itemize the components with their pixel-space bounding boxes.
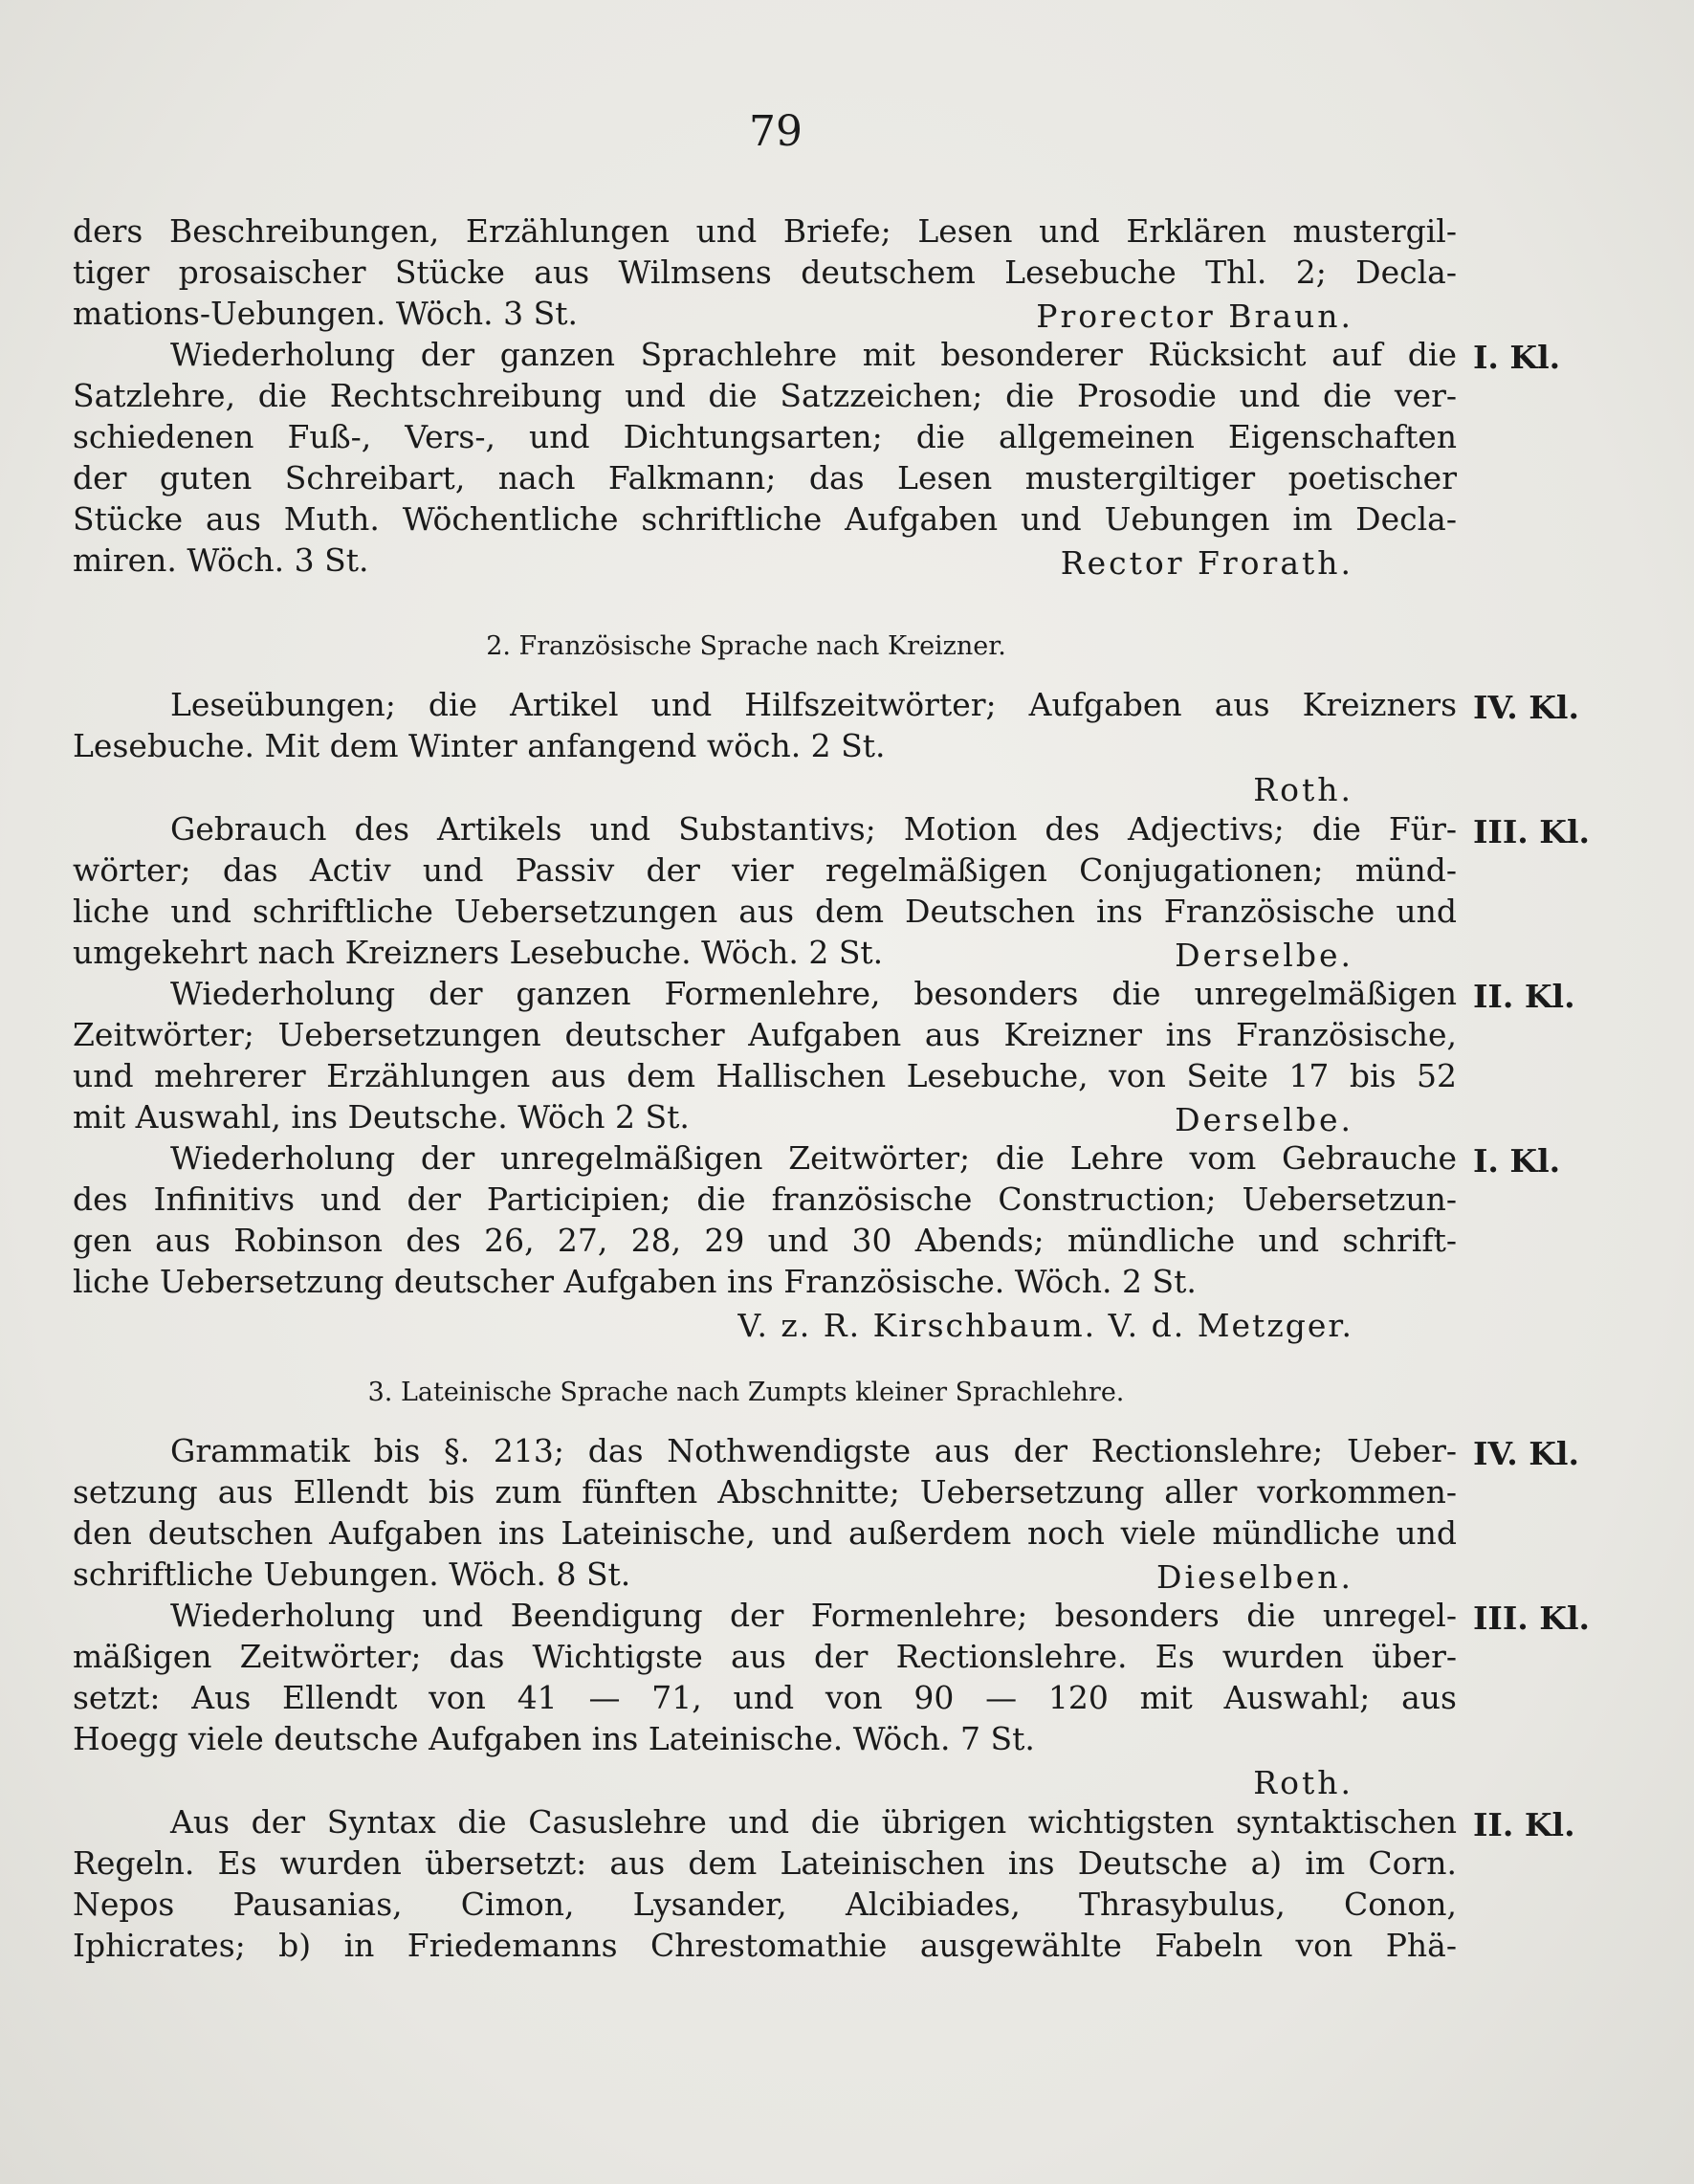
text-line: setzung aus Ellendt bis zum fünften Abschnitte; Uebersetzung aller vorkommen- [73,1473,1457,1511]
section-heading: 3. Lateinische Sprache nach Zumpts kleiner Sprachlehre. [367,1378,1125,1407]
text-line: Wiederholung der unregelmäßigen Zeitwörter; die Lehre vom Gebrauche [170,1139,1457,1177]
text-line: des Infinitivs und der Participien; die französische Construction; Uebersetzun- [73,1180,1457,1218]
text-line: Wiederholung der ganzen Formenlehre, besonders die unregelmäßigen [170,975,1457,1012]
class-label: I. Kl. [1473,339,1561,376]
text-line: Wiederholung und Beendigung der Formenlehre; besonders die unregel- [170,1597,1457,1634]
teacher-signature: Roth. [1253,1764,1353,1801]
text-line: Leseübungen; die Artikel und Hilfszeitwörter; Aufgaben aus Kreizners [170,686,1457,723]
text-line: und mehrerer Erzählungen aus dem Hallischen Lesebuche, von Seite 17 bis 52 [73,1057,1457,1094]
text-line: tiger prosaischer Stücke aus Wilmsens deutschem Lesebuche Thl. 2; Decla- [73,254,1457,291]
text-line: liche und schriftliche Uebersetzungen aus dem Deutschen ins Französische und [73,893,1457,930]
text-line: miren. Wöch. 3 St. [73,541,369,579]
text-line: setzt: Aus Ellendt von 41 — 71, und von 90 — 120 mit Auswahl; aus [73,1679,1457,1716]
teacher-signature: Derselbe. [1175,937,1353,974]
text-line: schriftliche Uebungen. Wöch. 8 St. [73,1555,631,1593]
text-line: Regeln. Es wurden übersetzt: aus dem Lateinischen ins Deutsche a) im Corn. [73,1844,1457,1882]
class-label: I. Kl. [1473,1142,1561,1180]
text-line: liche Uebersetzung deutscher Aufgaben ins Französische. Wöch. 2 St. [73,1263,1197,1300]
teacher-signature: Dieselben. [1156,1558,1353,1596]
teacher-signature: Prorector Braun. [1036,298,1353,335]
page-number: 79 [749,107,803,156]
text-line: Satzlehre, die Rechtschreibung und die Satzzeichen; die Prosodie und die ver- [73,377,1457,414]
class-label: IV. Kl. [1473,689,1579,726]
class-label: II. Kl. [1473,1806,1575,1843]
teacher-signature: Derselbe. [1175,1101,1353,1138]
text-line: mäßigen Zeitwörter; das Wichtigste aus der Rectionslehre. Es wurden über- [73,1638,1457,1675]
text-line: Iphicrates; b) in Friedemanns Chrestomathie ausgewählte Fabeln von Phä- [73,1927,1457,1964]
text-line: Gebrauch des Artikels und Substantivs; Motion des Adjectivs; die Für- [170,810,1457,848]
teacher-signature: V. z. R. Kirschbaum. V. d. Metzger. [737,1307,1353,1344]
text-line: Hoegg viele deutsche Aufgaben ins Lateinische. Wöch. 7 St. [73,1720,1035,1757]
section-heading: 2. Französische Sprache nach Kreizner. [486,631,1006,661]
text-line: schiedenen Fuß-, Vers-, und Dichtungsarten; die allgemeinen Eigenschaften [73,418,1457,455]
text-line: Aus der Syntax die Casuslehre und die übrigen wichtigsten syntaktischen [170,1803,1457,1841]
teacher-signature: Rector Frorath. [1060,544,1353,582]
text-line: Wiederholung der ganzen Sprachlehre mit besonderer Rücksicht auf die [170,336,1457,373]
text-line: mations-Uebungen. Wöch. 3 St. [73,295,578,332]
class-label: III. Kl. [1473,1599,1590,1637]
text-line: Stücke aus Muth. Wöchentliche schriftliche Aufgaben und Uebungen im Decla- [73,500,1457,538]
text-line: umgekehrt nach Kreizners Lesebuche. Wöch. 2 St. [73,934,884,971]
class-label: III. Kl. [1473,813,1590,850]
text-line: wörter; das Activ und Passiv der vier regelmäßigen Conjugationen; münd- [73,851,1457,889]
text-line: den deutschen Aufgaben ins Lateinische, und außerdem noch viele mündliche und [73,1514,1457,1552]
text-line: Zeitwörter; Uebersetzungen deutscher Aufgaben aus Kreizner ins Französische, [73,1016,1457,1053]
text-line: der guten Schreibart, nach Falkmann; das Lesen mustergiltiger poetischer [73,459,1457,496]
text-line: ders Beschreibungen, Erzählungen und Briefe; Lesen und Erklären mustergil- [73,212,1457,250]
class-label: IV. Kl. [1473,1435,1579,1472]
text-line: Nepos Pausanias, Cimon, Lysander, Alcibiades, Thrasybulus, Conon, [73,1886,1457,1923]
text-line: mit Auswahl, ins Deutsche. Wöch 2 St. [73,1098,690,1136]
text-line: Grammatik bis §. 213; das Nothwendigste aus der Rectionslehre; Ueber- [170,1432,1457,1469]
class-label: II. Kl. [1473,978,1575,1015]
teacher-signature: Roth. [1253,771,1353,808]
text-line: Lesebuche. Mit dem Winter anfangend wöch. 2 St. [73,727,886,764]
text-line: gen aus Robinson des 26, 27, 28, 29 und 30 Abends; mündliche und schrift- [73,1222,1457,1259]
